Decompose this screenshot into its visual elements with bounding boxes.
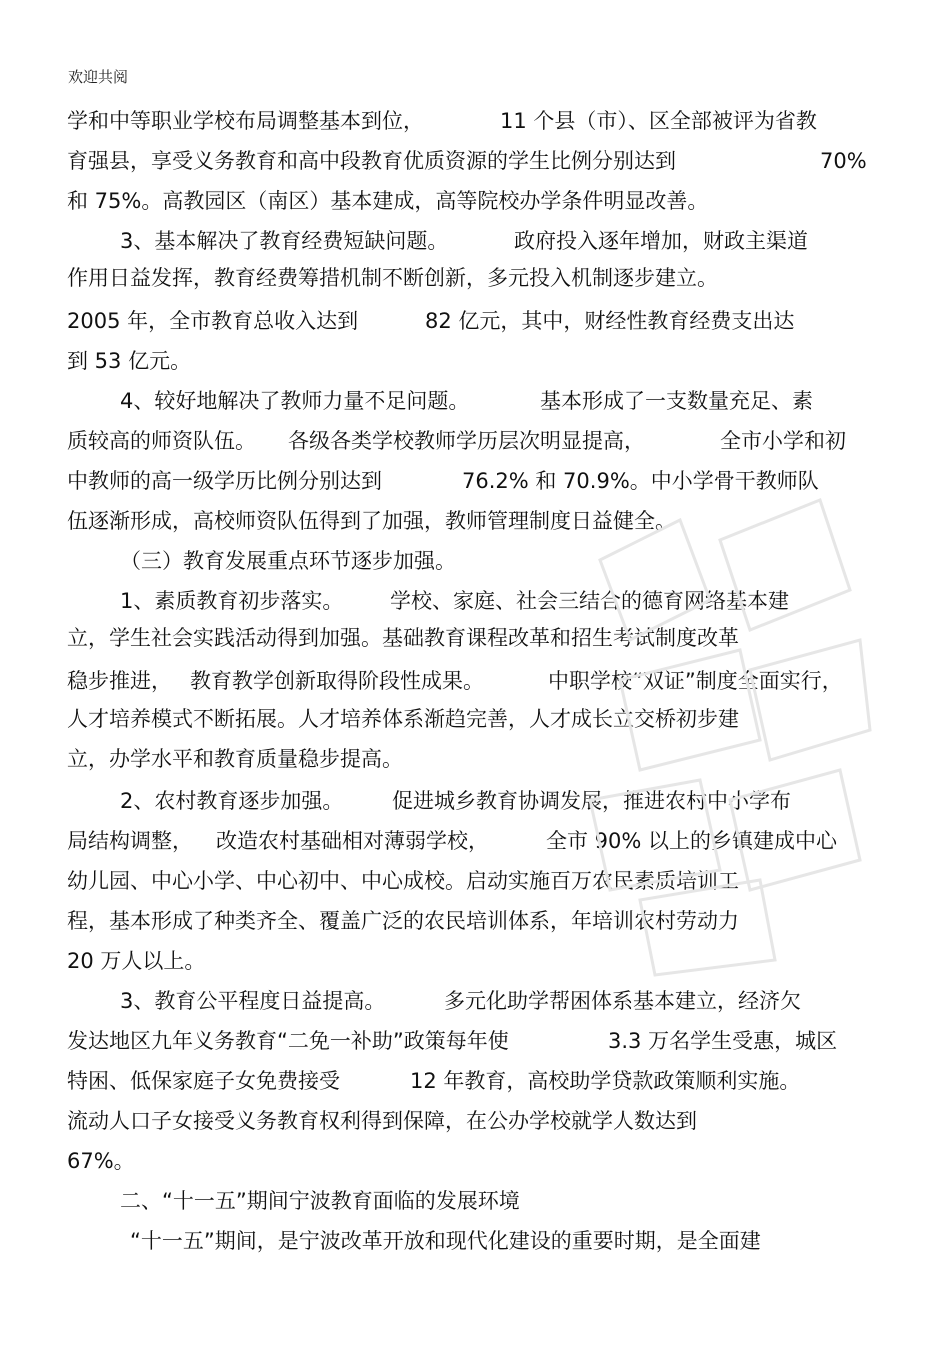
text-line: 学和中等职业学校布局调整基本到位， xyxy=(67,109,424,133)
text-line: 12 年教育，高校助学贷款政策顺利实施。 xyxy=(410,1069,801,1093)
text-line: 2005 年，全市教育总收入达到 xyxy=(67,309,359,333)
text-line: 人才培养模式不断拓展。人才培养体系渐趋完善，人才成长立交桥初步建 xyxy=(67,707,739,731)
text-line: “十一五”期间，是宁波改革开放和现代化建设的重要时期，是全面建 xyxy=(130,1229,761,1253)
text-line: 学校、家庭、社会三结合的德育网络基本建 xyxy=(390,589,789,613)
text-line: 到 53 亿元。 xyxy=(67,349,192,373)
text-line: 4、较好地解决了教师力量不足问题。 xyxy=(120,389,470,413)
text-line: 和 75%。高教园区（南区）基本建成，高等院校办学条件明显改善。 xyxy=(67,189,709,213)
text-line: 流动人口子女接受义务教育权利得到保障，在公办学校就学人数达到 xyxy=(67,1109,697,1133)
text-line: 3.3 万名学生受惠，城区 xyxy=(608,1029,838,1053)
text-line: 1、素质教育初步落实。 xyxy=(120,589,344,613)
text-line: 程，基本形成了种类齐全、覆盖广泛的农民培训体系，年培训农村劳动力 xyxy=(67,909,739,933)
section-heading: 二、“十一五”期间宁波教育面临的发展环境 xyxy=(120,1189,520,1213)
text-line: 立，学生社会实践活动得到加强。基础教育课程改革和招生考试制度改革 xyxy=(67,626,739,650)
text-line: 中教师的高一级学历比例分别达到 xyxy=(67,469,382,493)
text-line: 各级各类学校教师学历层次明显提高， xyxy=(288,429,645,453)
text-line: 全市小学和初 xyxy=(720,429,846,453)
text-line: 中职学校“双证”制度全面实行， xyxy=(548,669,843,693)
text-line: 3、基本解决了教育经费短缺问题。 xyxy=(120,229,449,253)
text-line: 82 亿元，其中，财经性教育经费支出达 xyxy=(425,309,795,333)
text-line: 特困、低保家庭子女免费接受 xyxy=(67,1069,340,1093)
text-line: 育强县，享受义务教育和高中段教育优质资源的学生比例分别达到 xyxy=(67,149,676,173)
text-line: 67%。 xyxy=(67,1149,135,1173)
text-line: 70% xyxy=(820,149,867,173)
text-line: 基本形成了一支数量充足、素 xyxy=(540,389,813,413)
text-line: 教育教学创新取得阶段性成果。 xyxy=(190,669,484,693)
text-line: 局结构调整， xyxy=(67,829,193,853)
text-line: 立，办学水平和教育质量稳步提高。 xyxy=(67,747,403,771)
text-line: 稳步推进， xyxy=(67,669,172,693)
text-line: 作用日益发挥，教育经费筹措机制不断创新，多元投入机制逐步建立。 xyxy=(67,266,718,290)
text-line: 全市 90% 以上的乡镇建成中心 xyxy=(546,829,838,853)
text-line: 伍逐渐形成，高校师资队伍得到了加强，教师管理制度日益健全。 xyxy=(67,509,676,533)
text-line: 发达地区九年义务教育“二免一补助”政策每年使 xyxy=(67,1029,509,1053)
text-line: 76.2% 和 70.9%。中小学骨干教师队 xyxy=(462,469,819,493)
text-line: 2、农村教育逐步加强。 xyxy=(120,789,344,813)
text-line: 11 个县（市）、区全部被评为省教 xyxy=(500,109,817,133)
section-heading: （三）教育发展重点环节逐步加强。 xyxy=(120,549,456,573)
text-line: 促进城乡教育协调发展，推进农村中小学布 xyxy=(392,789,791,813)
text-line: 质较高的师资队伍。 xyxy=(67,429,256,453)
text-line: 多元化助学帮困体系基本建立，经济欠 xyxy=(444,989,801,1013)
text-line: 政府投入逐年增加，财政主渠道 xyxy=(514,229,808,253)
text-line: 20 万人以上。 xyxy=(67,949,206,973)
text-line: 幼儿园、中心小学、中心初中、中心成校。启动实施百万农民素质培训工 xyxy=(67,869,739,893)
text-line: 改造农村基础相对薄弱学校， xyxy=(216,829,489,853)
page-header-text: 欢迎共阅 xyxy=(68,68,129,86)
text-line: 3、教育公平程度日益提高。 xyxy=(120,989,386,1013)
